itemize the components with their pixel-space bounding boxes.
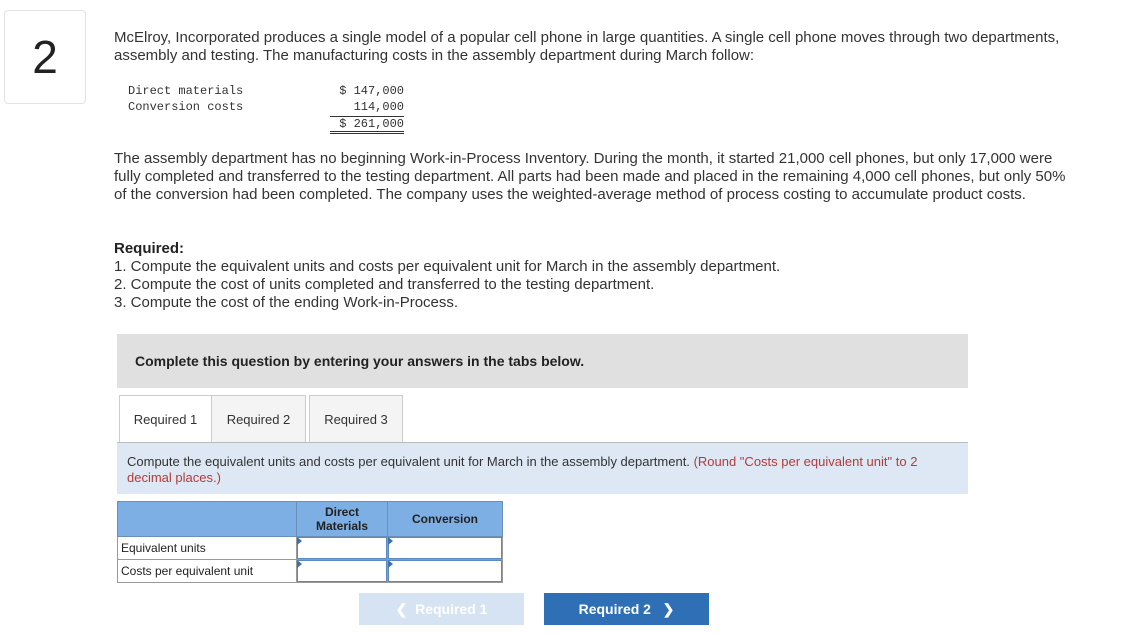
instruction-text: Complete this question by entering your answers in the tabs below. — [135, 353, 585, 369]
required-list — [114, 240, 1074, 312]
prev-required-button[interactable] — [359, 593, 524, 625]
rounding-hint: (Round "Costs per equivalent unit" to 2 decimal places.) — [127, 454, 918, 485]
chevron-left-icon: ❮ — [395, 600, 408, 617]
required-heading: Required: — [114, 240, 185, 257]
input-marker-icon — [388, 560, 393, 568]
prompt-text: Compute the equivalent units and costs per equivalent unit for March in the assembly department. — [127, 454, 690, 469]
intro-text: McElroy, Incorporated produces a single model of a popular cell phone in large quantities. A single cell phone moves through two departments, assembly and testing. The manufacturing costs in the assembly department during March follow: — [114, 29, 1060, 64]
column-header-direct-materials: Direct Materials — [297, 502, 388, 537]
required-item: 3. Compute the cost of the ending Work-in-Process. — [114, 294, 459, 311]
cost-per-unit-conversion-input[interactable] — [388, 560, 502, 582]
cost-label: Conversion costs — [128, 100, 244, 114]
cost-value: $ 147,000 — [339, 84, 404, 98]
input-marker-icon — [388, 537, 393, 545]
input-marker-icon — [297, 560, 302, 568]
table-header-blank — [118, 502, 297, 537]
equivalent-units-direct-materials-input[interactable] — [297, 537, 387, 559]
instruction-bar — [117, 334, 968, 388]
question-number: 2 — [4, 10, 86, 104]
column-header-conversion: Conversion — [388, 502, 503, 537]
row-label-equivalent-units: Equivalent units — [118, 537, 297, 560]
cost-per-unit-direct-materials-input[interactable] — [297, 560, 387, 582]
tab-required-3[interactable]: Required 3 — [309, 395, 403, 442]
next-required-button[interactable] — [544, 593, 709, 625]
table-row — [118, 560, 503, 583]
tab-required-1[interactable]: Required 1 — [119, 395, 212, 443]
tab-required-2[interactable]: Required 2 — [211, 395, 306, 442]
answer-table — [117, 501, 503, 583]
cost-label: Direct materials — [128, 84, 244, 98]
required-item: 2. Compute the cost of units completed and transferred to the testing department. — [114, 276, 655, 293]
table-row — [118, 537, 503, 560]
tab-panel-prompt — [117, 443, 968, 494]
cost-total-value: $ 261,000 — [330, 116, 404, 134]
next-button-label: Required 2 — [578, 601, 651, 617]
row-label-cost-per-equivalent-unit: Costs per equivalent unit — [118, 560, 297, 583]
problem-paragraph: The assembly department has no beginning Work-in-Process Inventory. During the month, it started 21,000 cell phones, but only 17,000 were fully completed and transferred to the testing department. All parts had been made and placed in the remaining 4,000 cell phones, but only 50% of the conversion had been completed. The company uses the weighted-average method of process costing to accumulate product costs. — [114, 150, 1066, 203]
prev-button-label: Required 1 — [415, 601, 488, 617]
cost-value: 114,000 — [353, 100, 404, 114]
input-marker-icon — [297, 537, 302, 545]
equivalent-units-conversion-input[interactable] — [388, 537, 502, 559]
chevron-right-icon: ❯ — [662, 600, 675, 617]
required-item: 1. Compute the equivalent units and costs per equivalent unit for March in the assembly department. — [114, 258, 781, 275]
